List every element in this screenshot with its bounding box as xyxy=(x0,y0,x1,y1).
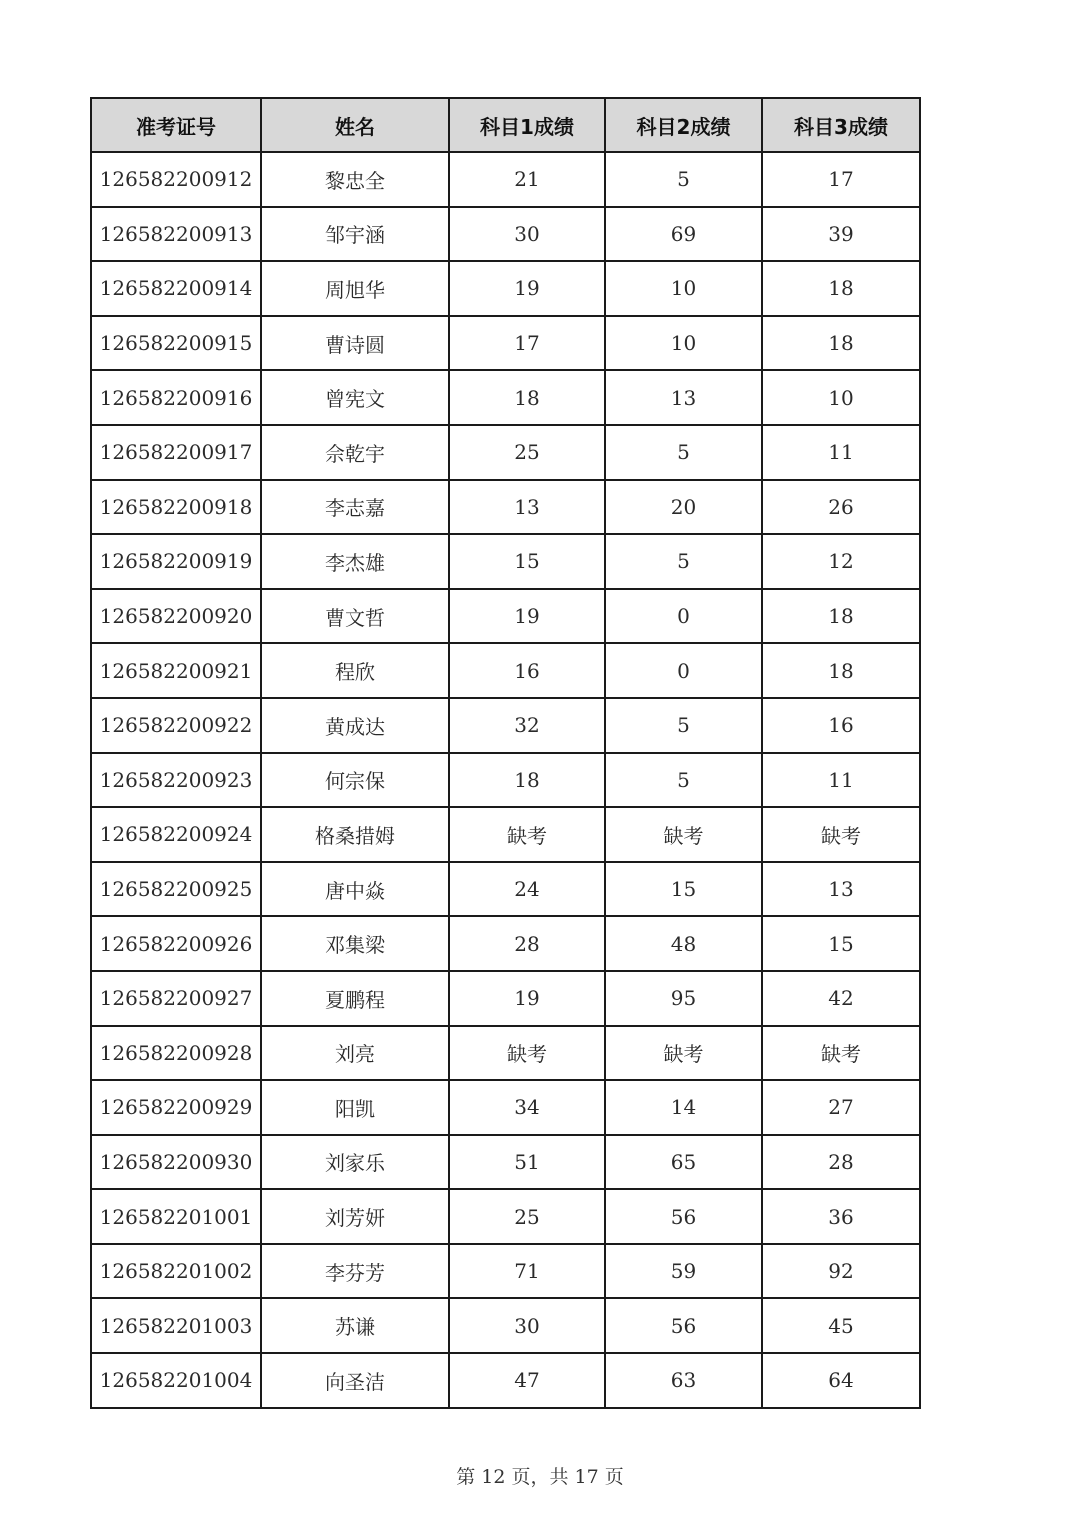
cell-subject2-score: 59 xyxy=(605,1244,762,1299)
cell-subject1-score: 19 xyxy=(449,589,605,644)
cell-subject2-score: 48 xyxy=(605,916,762,971)
table-row xyxy=(91,1026,920,1081)
cell-subject1-score: 28 xyxy=(449,916,605,971)
table-row xyxy=(91,1298,920,1353)
cell-subject1-score: 18 xyxy=(449,370,605,425)
cell-name: 曹诗圆 xyxy=(261,316,449,371)
cell-subject2-score: 56 xyxy=(605,1298,762,1353)
cell-exam-id: 126582200928 xyxy=(91,1026,261,1081)
table-row xyxy=(91,862,920,917)
cell-subject2-score: 56 xyxy=(605,1189,762,1244)
cell-subject2-score: 5 xyxy=(605,152,762,207)
cell-subject3-score: 42 xyxy=(762,971,920,1026)
table-row xyxy=(91,207,920,262)
cell-exam-id: 126582200918 xyxy=(91,480,261,535)
cell-name: 周旭华 xyxy=(261,261,449,316)
cell-exam-id: 126582200916 xyxy=(91,370,261,425)
cell-name: 苏谦 xyxy=(261,1298,449,1353)
cell-exam-id: 126582200914 xyxy=(91,261,261,316)
cell-name: 黎忠全 xyxy=(261,152,449,207)
cell-subject1-score: 47 xyxy=(449,1353,605,1408)
cell-exam-id: 126582200926 xyxy=(91,916,261,971)
cell-subject3-score: 18 xyxy=(762,589,920,644)
header-subject1-score: 科目1成绩 xyxy=(449,98,605,152)
cell-name: 曹文哲 xyxy=(261,589,449,644)
cell-name: 刘亮 xyxy=(261,1026,449,1081)
cell-name: 李芬芳 xyxy=(261,1244,449,1299)
cell-name: 李杰雄 xyxy=(261,534,449,589)
table-row xyxy=(91,261,920,316)
cell-subject2-score: 65 xyxy=(605,1135,762,1190)
table-row xyxy=(91,370,920,425)
cell-subject1-score: 51 xyxy=(449,1135,605,1190)
cell-exam-id: 126582200913 xyxy=(91,207,261,262)
cell-subject1-score: 25 xyxy=(449,1189,605,1244)
cell-subject3-score: 18 xyxy=(762,316,920,371)
cell-subject3-score: 13 xyxy=(762,862,920,917)
cell-subject1-score: 24 xyxy=(449,862,605,917)
cell-subject2-score: 0 xyxy=(605,589,762,644)
cell-subject2-score: 10 xyxy=(605,316,762,371)
table-row xyxy=(91,480,920,535)
cell-subject3-score: 缺考 xyxy=(762,1026,920,1081)
table-row xyxy=(91,916,920,971)
cell-name: 夏鹏程 xyxy=(261,971,449,1026)
cell-subject1-score: 25 xyxy=(449,425,605,480)
cell-exam-id: 126582200921 xyxy=(91,643,261,698)
table-row xyxy=(91,1353,920,1408)
cell-subject2-score: 5 xyxy=(605,425,762,480)
cell-subject1-score: 71 xyxy=(449,1244,605,1299)
cell-subject2-score: 95 xyxy=(605,971,762,1026)
cell-exam-id: 126582201001 xyxy=(91,1189,261,1244)
cell-subject1-score: 19 xyxy=(449,971,605,1026)
cell-subject2-score: 14 xyxy=(605,1080,762,1135)
table-row xyxy=(91,1189,920,1244)
cell-subject2-score: 10 xyxy=(605,261,762,316)
cell-subject3-score: 17 xyxy=(762,152,920,207)
cell-subject3-score: 45 xyxy=(762,1298,920,1353)
table-row xyxy=(91,589,920,644)
table-row xyxy=(91,534,920,589)
cell-subject3-score: 15 xyxy=(762,916,920,971)
table-row xyxy=(91,643,920,698)
cell-subject3-score: 36 xyxy=(762,1189,920,1244)
header-subject3-score: 科目3成绩 xyxy=(762,98,920,152)
cell-exam-id: 126582201004 xyxy=(91,1353,261,1408)
header-row xyxy=(91,98,920,152)
cell-name: 曾宪文 xyxy=(261,370,449,425)
cell-name: 刘芳妍 xyxy=(261,1189,449,1244)
cell-subject1-score: 18 xyxy=(449,753,605,808)
cell-exam-id: 126582201002 xyxy=(91,1244,261,1299)
cell-subject3-score: 27 xyxy=(762,1080,920,1135)
cell-exam-id: 126582200925 xyxy=(91,862,261,917)
cell-subject1-score: 15 xyxy=(449,534,605,589)
cell-subject3-score: 10 xyxy=(762,370,920,425)
cell-subject3-score: 12 xyxy=(762,534,920,589)
header-name: 姓名 xyxy=(261,98,449,152)
cell-exam-id: 126582200927 xyxy=(91,971,261,1026)
cell-subject3-score: 64 xyxy=(762,1353,920,1408)
table-row xyxy=(91,425,920,480)
cell-subject3-score: 11 xyxy=(762,753,920,808)
cell-subject1-score: 13 xyxy=(449,480,605,535)
cell-exam-id: 126582200930 xyxy=(91,1135,261,1190)
cell-exam-id: 126582200915 xyxy=(91,316,261,371)
cell-exam-id: 126582200924 xyxy=(91,807,261,862)
cell-subject2-score: 5 xyxy=(605,534,762,589)
cell-name: 邓集梁 xyxy=(261,916,449,971)
score-table-header xyxy=(91,98,920,152)
cell-subject2-score: 5 xyxy=(605,753,762,808)
cell-subject2-score: 5 xyxy=(605,698,762,753)
table-row xyxy=(91,971,920,1026)
cell-subject3-score: 18 xyxy=(762,643,920,698)
cell-subject3-score: 26 xyxy=(762,480,920,535)
cell-name: 佘乾宇 xyxy=(261,425,449,480)
cell-subject1-score: 30 xyxy=(449,1298,605,1353)
cell-subject1-score: 21 xyxy=(449,152,605,207)
table-row xyxy=(91,753,920,808)
cell-name: 何宗保 xyxy=(261,753,449,808)
cell-subject1-score: 缺考 xyxy=(449,807,605,862)
cell-name: 向圣洁 xyxy=(261,1353,449,1408)
score-table-body xyxy=(91,152,920,1408)
cell-subject2-score: 63 xyxy=(605,1353,762,1408)
table-row xyxy=(91,698,920,753)
cell-subject3-score: 28 xyxy=(762,1135,920,1190)
cell-exam-id: 126582200912 xyxy=(91,152,261,207)
cell-exam-id: 126582200923 xyxy=(91,753,261,808)
header-exam-id: 准考证号 xyxy=(91,98,261,152)
cell-subject3-score: 11 xyxy=(762,425,920,480)
cell-name: 阳凯 xyxy=(261,1080,449,1135)
cell-subject1-score: 16 xyxy=(449,643,605,698)
cell-subject1-score: 缺考 xyxy=(449,1026,605,1081)
cell-subject2-score: 20 xyxy=(605,480,762,535)
table-row xyxy=(91,316,920,371)
cell-subject1-score: 32 xyxy=(449,698,605,753)
cell-subject3-score: 18 xyxy=(762,261,920,316)
cell-subject2-score: 13 xyxy=(605,370,762,425)
cell-subject3-score: 16 xyxy=(762,698,920,753)
cell-subject1-score: 30 xyxy=(449,207,605,262)
table-row xyxy=(91,807,920,862)
cell-exam-id: 126582200917 xyxy=(91,425,261,480)
cell-name: 程欣 xyxy=(261,643,449,698)
cell-subject2-score: 15 xyxy=(605,862,762,917)
page-footer: 第 12 页，共 17 页 xyxy=(456,1466,624,1488)
table-row xyxy=(91,1244,920,1299)
cell-name: 刘家乐 xyxy=(261,1135,449,1190)
score-table xyxy=(90,97,921,1409)
table-row xyxy=(91,1080,920,1135)
cell-name: 李志嘉 xyxy=(261,480,449,535)
table-row xyxy=(91,152,920,207)
cell-name: 格桑措姆 xyxy=(261,807,449,862)
cell-exam-id: 126582200922 xyxy=(91,698,261,753)
header-subject2-score: 科目2成绩 xyxy=(605,98,762,152)
cell-subject1-score: 19 xyxy=(449,261,605,316)
cell-subject2-score: 缺考 xyxy=(605,1026,762,1081)
cell-subject1-score: 17 xyxy=(449,316,605,371)
cell-exam-id: 126582200919 xyxy=(91,534,261,589)
cell-subject1-score: 34 xyxy=(449,1080,605,1135)
cell-subject3-score: 缺考 xyxy=(762,807,920,862)
cell-subject3-score: 39 xyxy=(762,207,920,262)
cell-name: 黄成达 xyxy=(261,698,449,753)
cell-name: 唐中焱 xyxy=(261,862,449,917)
cell-subject3-score: 92 xyxy=(762,1244,920,1299)
cell-exam-id: 126582200929 xyxy=(91,1080,261,1135)
cell-exam-id: 126582201003 xyxy=(91,1298,261,1353)
cell-name: 邹宇涵 xyxy=(261,207,449,262)
cell-subject2-score: 0 xyxy=(605,643,762,698)
cell-exam-id: 126582200920 xyxy=(91,589,261,644)
cell-subject2-score: 缺考 xyxy=(605,807,762,862)
cell-subject2-score: 69 xyxy=(605,207,762,262)
table-row xyxy=(91,1135,920,1190)
